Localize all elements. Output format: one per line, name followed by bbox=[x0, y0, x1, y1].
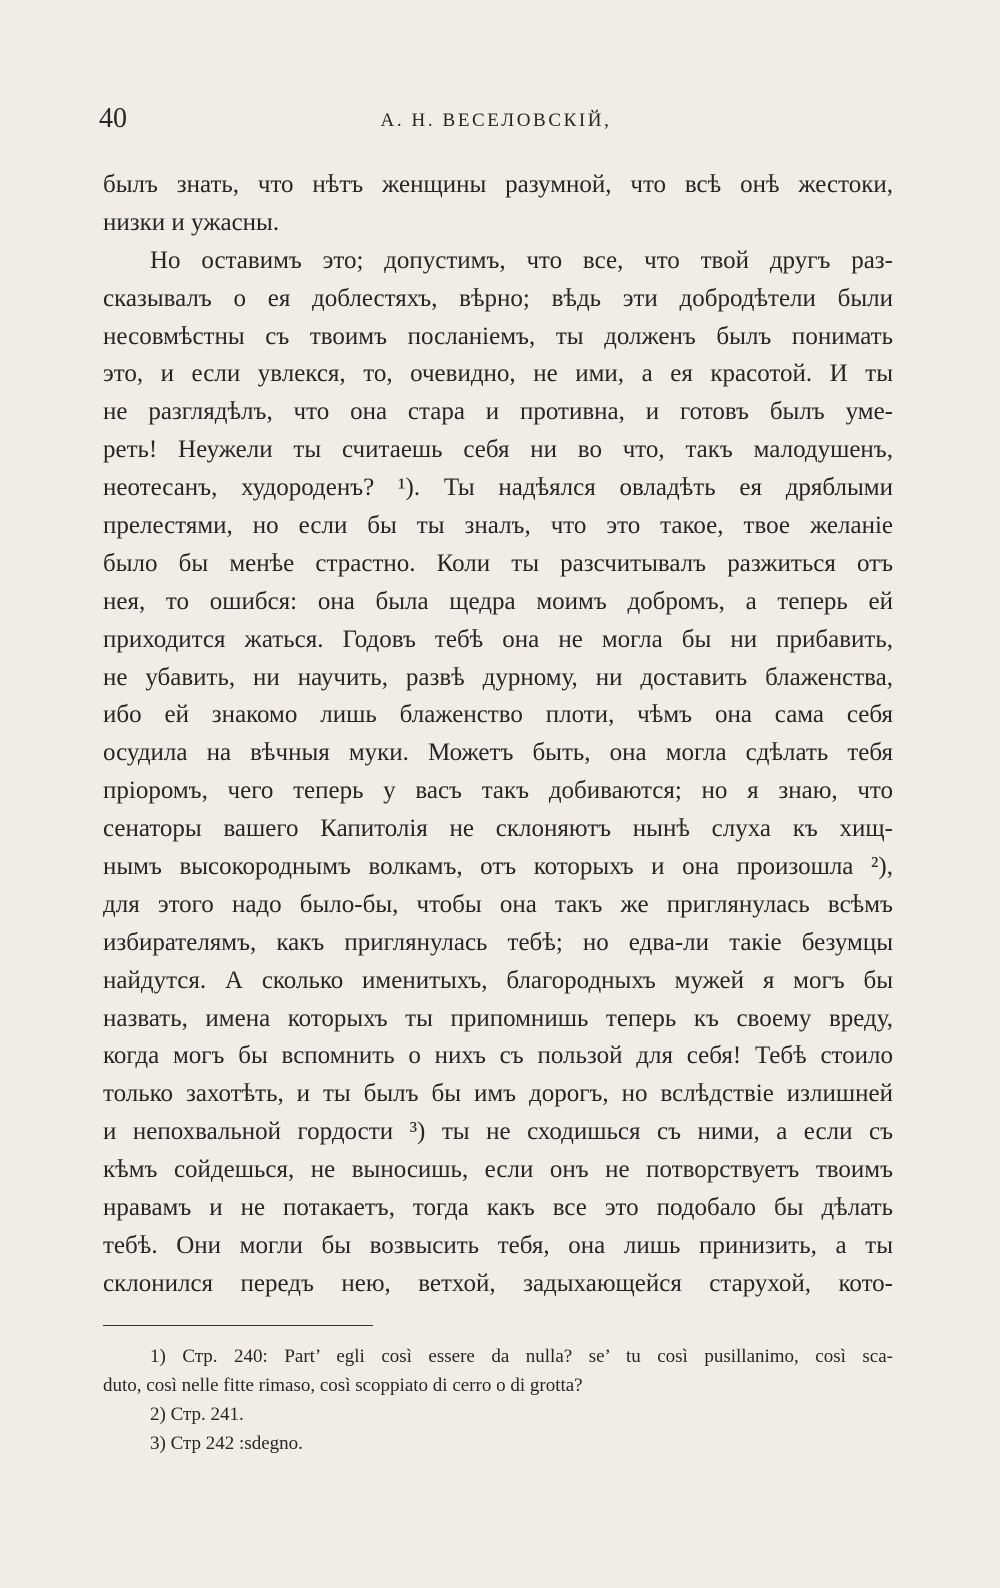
body-text bbox=[103, 166, 893, 1303]
text-line: нравамъ и не потакаетъ, тогда какъ все это подобало бы дѣлать bbox=[103, 1194, 893, 1222]
footnotes bbox=[103, 1342, 893, 1458]
footnote-separator bbox=[103, 1325, 373, 1326]
text-line: былъ знать, что нѣтъ женщины разумной, что всѣ онѣ жестоки, bbox=[103, 171, 893, 198]
text-line: это, и если увлекся, то, очевидно, не ими, а ея красотой. И ты bbox=[103, 360, 893, 388]
text-line: только захотѣть, и ты былъ бы имъ дорогъ, но вслѣдствіе излишней bbox=[103, 1080, 893, 1108]
text-line: назвать, имена которыхъ ты припомнишь теперь къ своему вреду, bbox=[103, 1004, 893, 1032]
text-line: нея, то ошибся: она была щедра моимъ добромъ, а теперь ей bbox=[103, 587, 893, 615]
text-line: нымъ высокороднымъ волкамъ, отъ которыхъ и она произошла ²), bbox=[103, 853, 893, 881]
text-line: тебѣ. Они могли бы возвысить тебя, она лишь принизить, а ты bbox=[103, 1231, 893, 1259]
page-number: 40 bbox=[99, 103, 127, 134]
text-line: не убавить, ни научить, развѣ дурному, ни доставить блаженства, bbox=[103, 663, 893, 691]
text-line: прелестями, но если бы ты зналъ, что это такое, твое желаніе bbox=[103, 512, 893, 540]
text-line: низки и ужасны. bbox=[103, 208, 280, 236]
text-line: не разглядѣлъ, что она стара и противна, и готовъ былъ уме- bbox=[103, 398, 893, 426]
text-line: приходится жаться. Годовъ тебѣ она не могла бы ни прибавить, bbox=[103, 625, 893, 653]
text-line: Но оставимъ это; допустимъ, что все, что твой другъ раз- bbox=[150, 246, 893, 274]
text-line: когда могъ бы вспомнить о нихъ съ пользой для себя! Тебѣ стоило bbox=[103, 1042, 893, 1070]
text-line: осудила на вѣчныя муки. Можетъ быть, она могла сдѣлать тебя bbox=[103, 739, 893, 767]
text-line: сенаторы вашего Капитолія не склоняютъ нынѣ слуха къ хищ- bbox=[103, 815, 893, 843]
text-line: неотесанъ, худороденъ? ¹). Ты надѣялся овладѣть ея дряблыми bbox=[103, 474, 893, 502]
text-line: найдутся. А сколько именитыхъ, благородныхъ мужей я могъ бы bbox=[103, 966, 893, 994]
text-line: сказывалъ о ея доблестяхъ, вѣрно; вѣдь эти добродѣтели были bbox=[103, 284, 893, 312]
running-title: А. Н. ВЕСЕЛОВСКІЙ, bbox=[380, 110, 612, 131]
text-line: и непохвальной гордости ³) ты не сходишься съ ними, а если съ bbox=[103, 1118, 893, 1146]
text-line: склонился передъ нею, ветхой, задыхающейся старухой, кото- bbox=[103, 1269, 893, 1297]
text-line: для этого надо было-бы, чтобы она такъ же приглянулась всѣмъ bbox=[103, 890, 893, 918]
footnote-line: 1) Стр. 240: Part’ egli così essere da nulla? se’ tu così pusillanimo, così sca- bbox=[150, 1346, 893, 1367]
text-line: несовмѣстны съ твоимъ посланіемъ, ты долженъ былъ понимать bbox=[103, 322, 893, 350]
text-line: кѣмъ сойдешься, не выносишь, если онъ не потворствуетъ твоимъ bbox=[103, 1156, 893, 1184]
footnote-line: duto, così nelle fitte rimaso, così scoppiato di cerro o di grotta? bbox=[103, 1375, 583, 1396]
text-line: реть! Неужели ты считаешь себя ни во что, такъ малодушенъ, bbox=[103, 436, 893, 464]
footnote-line: 2) Стр. 241. bbox=[150, 1404, 244, 1425]
text-line: пріоромъ, чего теперь у васъ такъ добиваются; но я знаю, что bbox=[103, 777, 893, 805]
text-line: избирателямъ, какъ приглянулась тебѣ; но едва-ли такіе безумцы bbox=[103, 928, 893, 956]
footnote-line: 3) Стр 242 :sdegno. bbox=[150, 1433, 303, 1454]
text-line: ибо ей знакомо лишь блаженство плоти, чѣмъ она сама себя bbox=[103, 701, 893, 729]
text-line: было бы менѣе страстно. Коли ты разсчитывалъ разжиться отъ bbox=[103, 549, 893, 577]
